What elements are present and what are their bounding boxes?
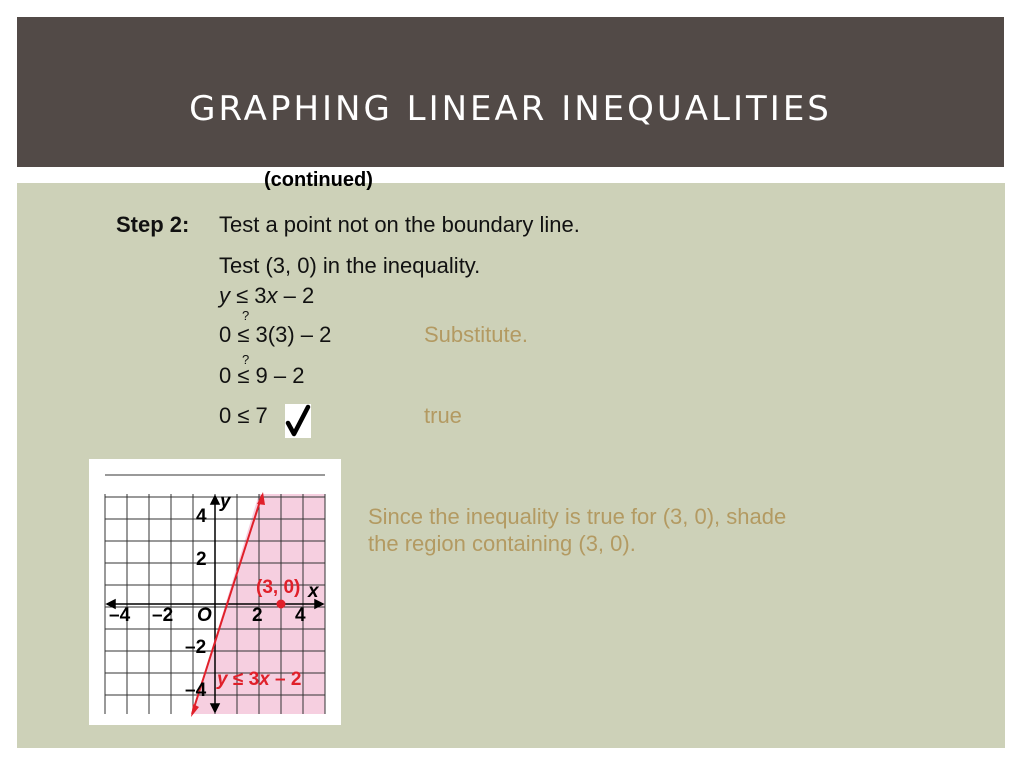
x-tick-label: –4 xyxy=(109,605,131,626)
question-mark-1: ? xyxy=(242,308,250,323)
test-instruction: Test (3, 0) in the inequality. xyxy=(219,253,481,278)
true-note: true xyxy=(424,403,462,428)
y-tick-label: 4 xyxy=(196,506,207,527)
graph-svg xyxy=(89,459,341,725)
x-tick-label: 4 xyxy=(295,605,306,626)
ineq-rest: ≤ 3 xyxy=(227,669,260,690)
question-mark-2: ? xyxy=(242,352,250,367)
slide-title: GRAPHING LINEAR INEQUALITIES xyxy=(189,89,832,129)
origin-label: O xyxy=(197,605,212,626)
x-axis-label: x xyxy=(308,581,319,602)
check-icon xyxy=(285,404,311,438)
test-point xyxy=(277,600,286,609)
ineq-end: – 2 xyxy=(269,669,302,690)
substitute-note: Substitute. xyxy=(424,322,528,347)
x-tick-label: –2 xyxy=(152,605,174,626)
conclusion-line-2: the region containing (3, 0). xyxy=(368,531,636,556)
conclusion-line-1: Since the inequality is true for (3, 0), shade xyxy=(368,504,787,529)
var-x: x xyxy=(266,283,278,308)
step-label: Step 2: xyxy=(116,212,190,237)
continued-label: (continued) xyxy=(264,169,373,191)
inequality-line-1 xyxy=(219,283,314,309)
point-label: (3, 0) xyxy=(256,577,301,598)
title-bar xyxy=(17,17,1004,167)
step-text: Test a point not on the boundary line. xyxy=(219,212,580,237)
ineq-x: x xyxy=(259,669,270,690)
y-tick-label: –2 xyxy=(185,637,207,658)
inequality-line-4: 0 ≤ 7 xyxy=(219,403,268,428)
inequality-label xyxy=(216,669,301,690)
inequality-line-2: 0 ≤ 3(3) – 2 xyxy=(219,322,332,347)
rest-text: – 2 xyxy=(277,283,315,308)
y-tick-label: –4 xyxy=(185,680,207,701)
x-tick-label: 2 xyxy=(252,605,263,626)
op-text: ≤ 3 xyxy=(230,283,267,308)
inequality-graph xyxy=(89,459,341,725)
var-y: y xyxy=(219,283,230,308)
inequality-line-3: 0 ≤ 9 – 2 xyxy=(219,363,305,388)
ineq-y: y xyxy=(217,669,228,690)
y-tick-label: 2 xyxy=(196,549,207,570)
y-axis-label: y xyxy=(220,491,231,512)
